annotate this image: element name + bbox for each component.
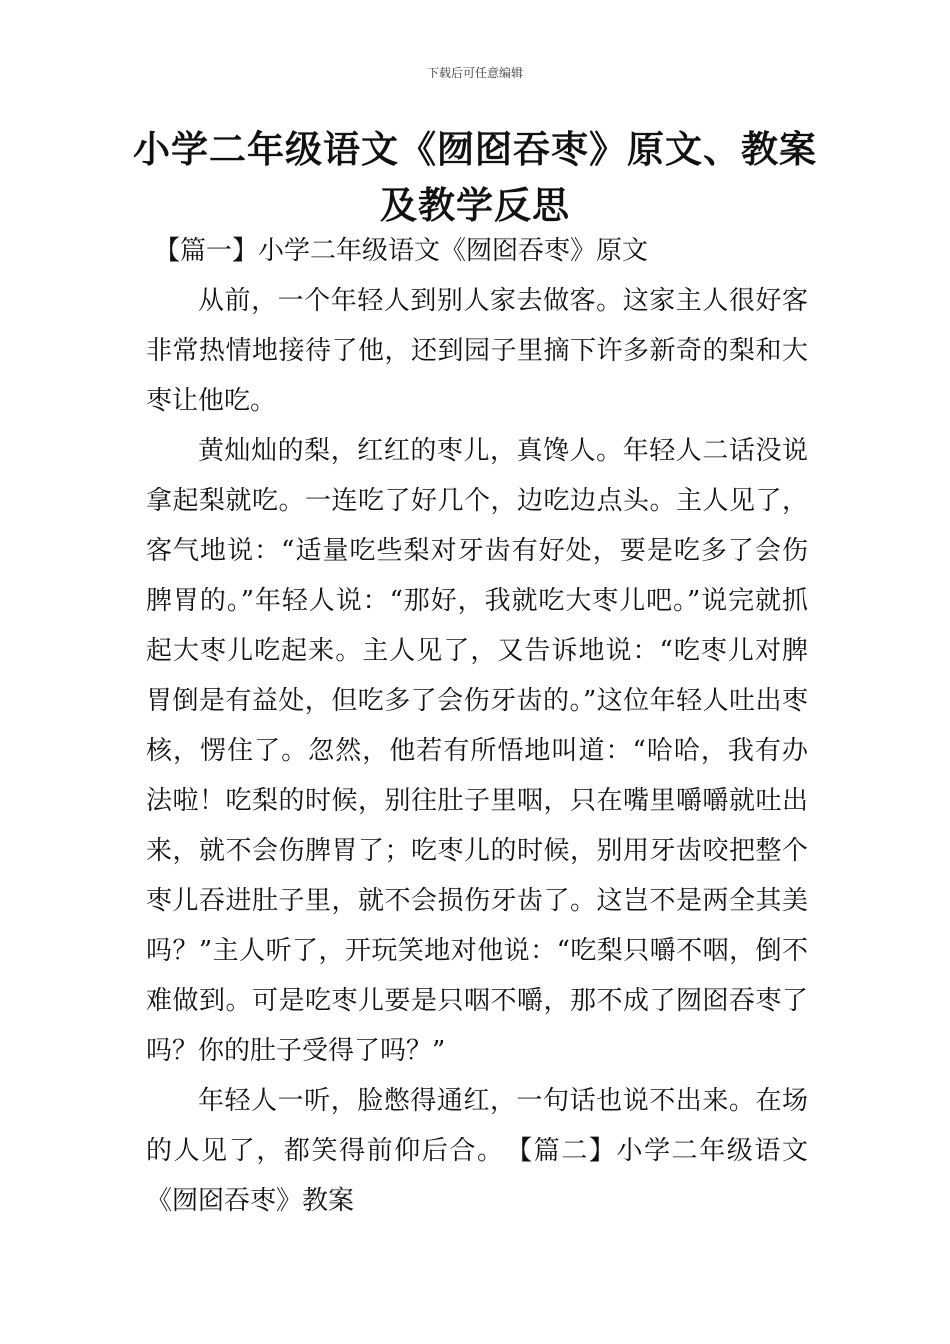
title-line-1: 小学二年级语文《囫囵吞枣》原文、教案 [133, 128, 817, 171]
document-body [146, 226, 808, 1226]
page-title [120, 122, 830, 234]
header-note: 下载后可任意编辑 [426, 66, 523, 80]
paragraph-3-text: 年轻人一听，脸憋得通红，一句话也说不出来。在场的人见了，都笑得前仰后合。 [146, 1086, 808, 1166]
paragraph-1: 从前，一个年轻人到别人家去做客。这家主人很好客非常热情地接待了他，还到园子里摘下许多新奇的梨和大枣让他吃。 [146, 286, 808, 416]
paragraph-2: 黄灿灿的梨，红红的枣儿，真馋人。年轻人二话没说拿起梨就吃。一连吃了好几个，边吃边点头。主人见了，客气地说：“适量吃些梨对牙齿有好处，要是吃多了会伤脾胃的。”年轻人说：“那好，我就吃大枣儿吧。”说完就抓起大枣儿吃起来。主人见了，又告诉地说：“吃枣儿对脾胃倒是有益处，但吃多了会伤牙齿的。”这位年轻人吐出枣核，愣住了。忽然，他若有所悟地叫道：“哈哈，我有办法啦！吃梨的时候，别往肚子里咽，只在嘴里嚼嚼就吐出来，就不会伤脾胃了；吃枣儿的时候，别用牙齿咬把整个枣儿吞进肚子里，就不会损伤牙齿了。这岂不是两全其美吗？”主人听了，开玩笑地对他说：“吃梨只嚼不咽，倒不难做到。可是吃枣儿要是只咽不嚼，那不成了囫囵吞枣了吗？你的肚子受得了吗？” [146, 436, 808, 1066]
paragraph-3 [146, 1076, 808, 1226]
section-heading-2: 【篇二】小学二年级语文《囫囵吞枣》教案 [146, 1136, 808, 1216]
section-heading-1: 【篇一】小学二年级语文《囫囵吞枣》原文 [154, 236, 649, 266]
title-line-2: 及教学反思 [380, 184, 570, 227]
